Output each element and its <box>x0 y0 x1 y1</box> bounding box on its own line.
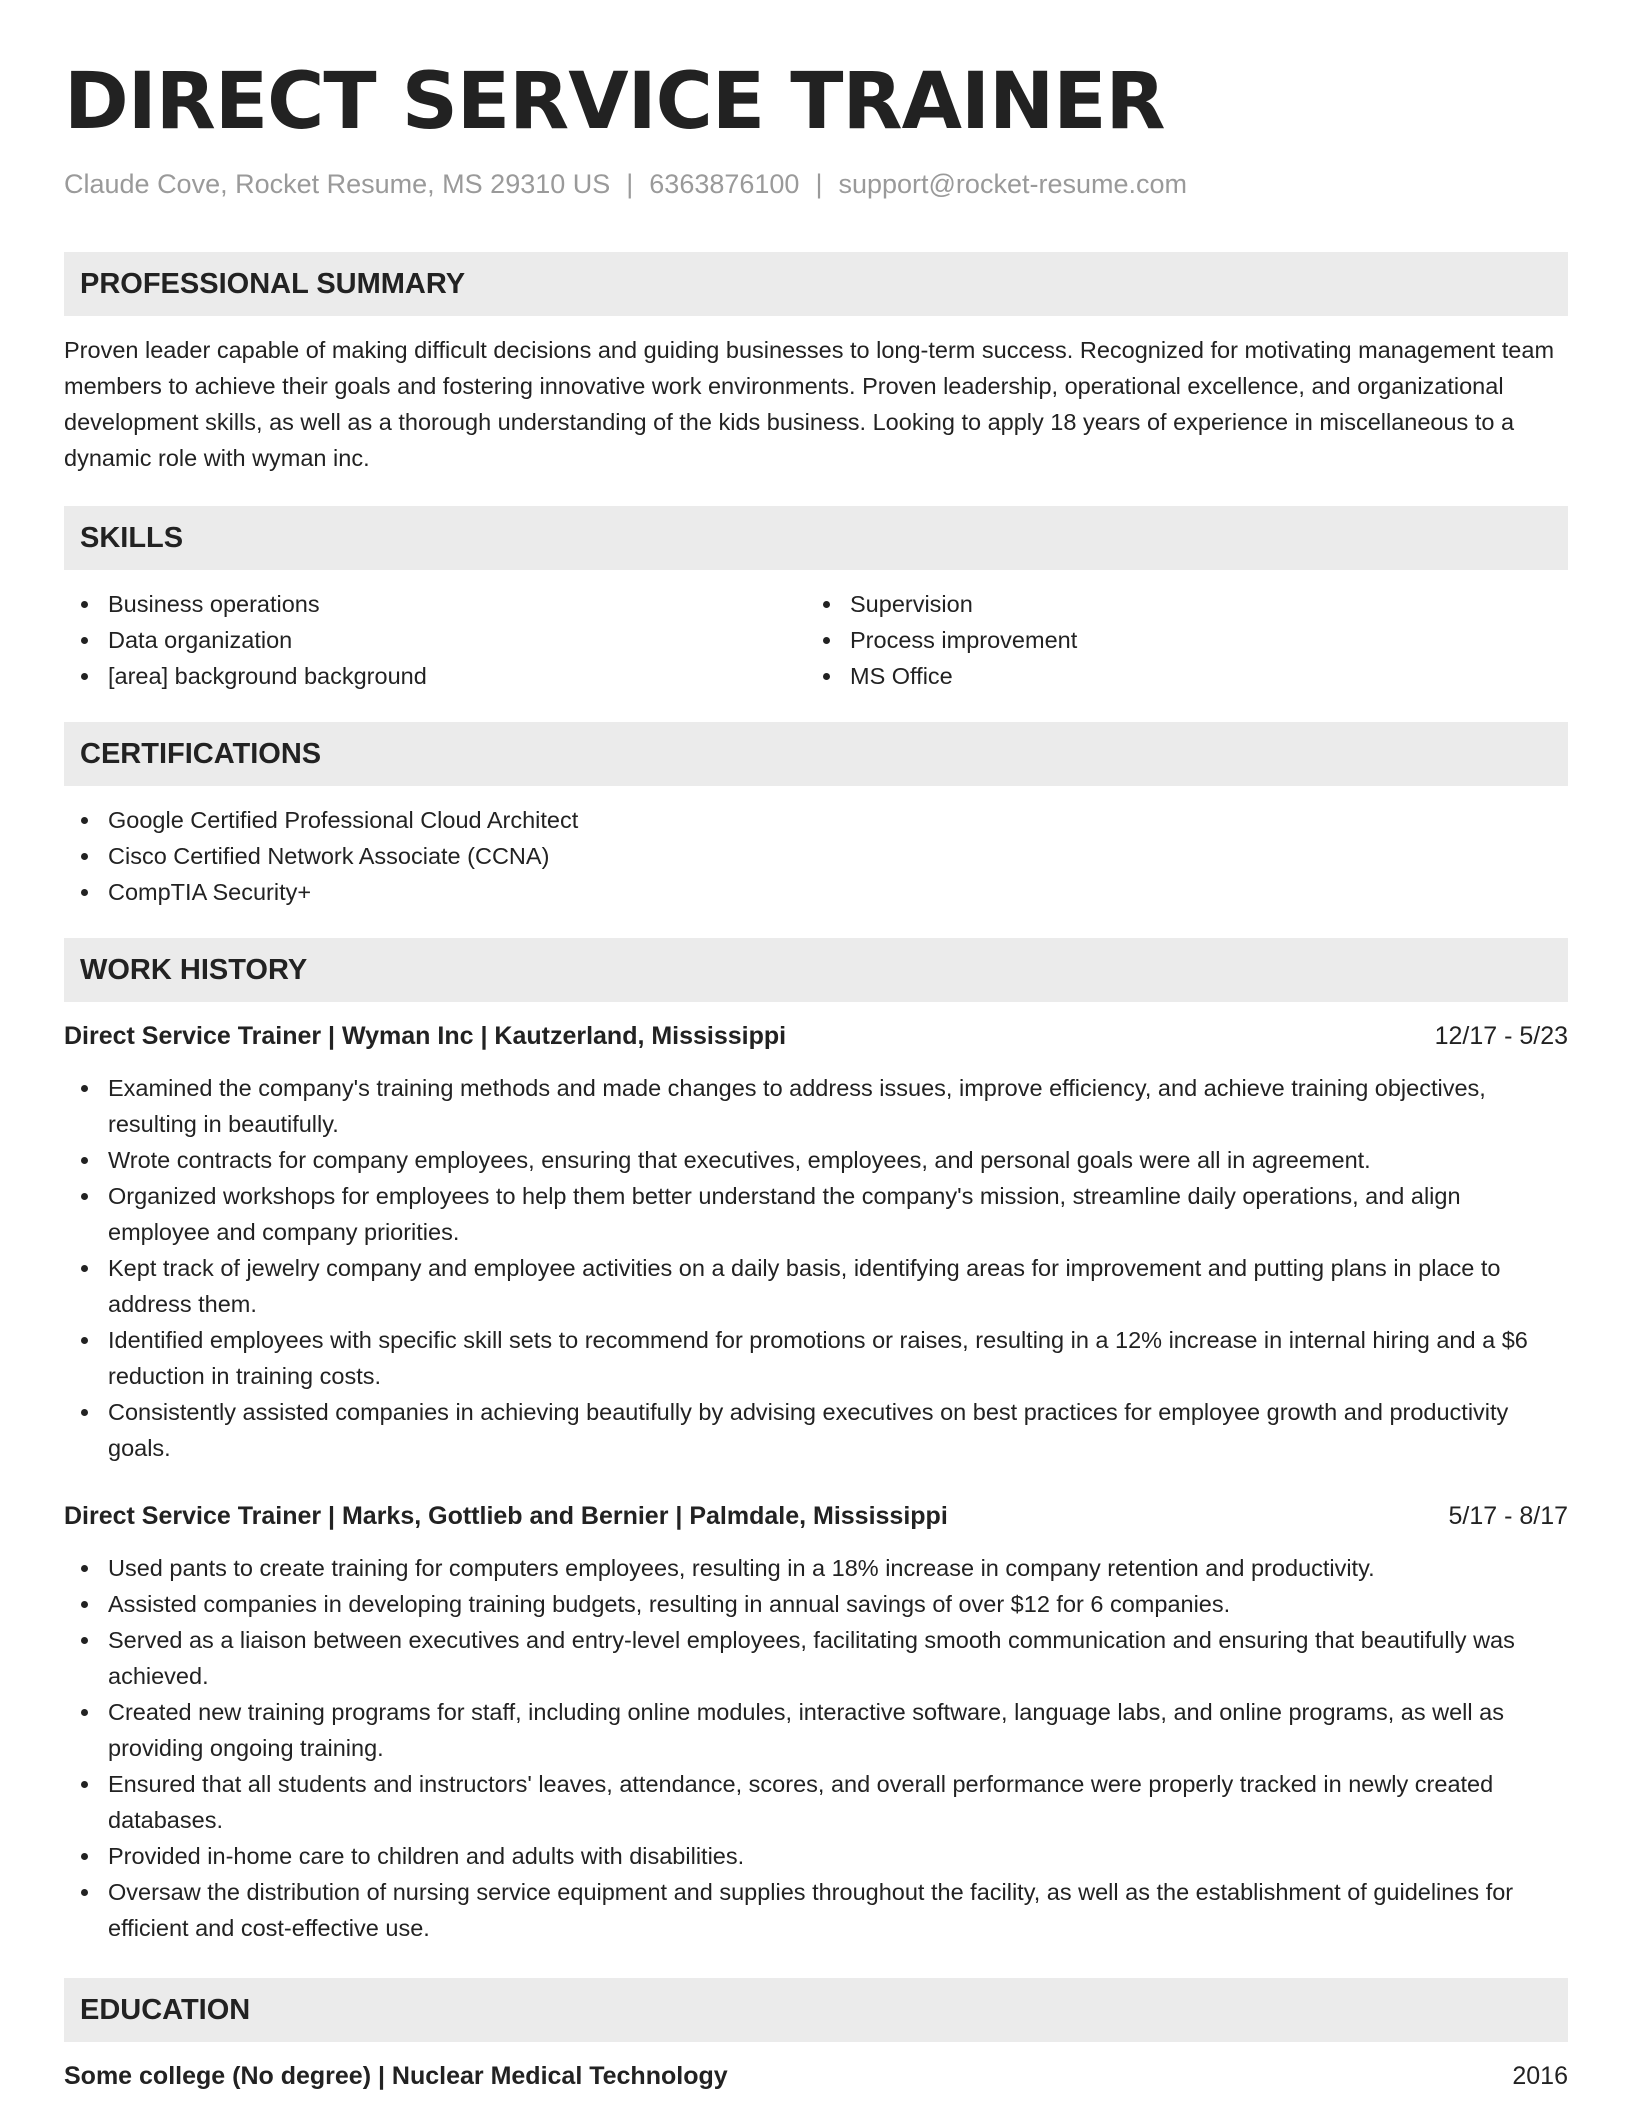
job-bullet: Examined the company's training methods and made changes to address issues, improve efficiency, and achieve training objectives, resulting in beautifully. <box>64 1070 1568 1142</box>
skill-item: Supervision <box>806 586 1548 622</box>
skill-item: Process improvement <box>806 622 1548 658</box>
job-bullet: Identified employees with specific skill sets to recommend for promotions or raises, resulting in a 12% increase in internal hiring and a $6 reduction in training costs. <box>64 1322 1568 1394</box>
job-bullet: Wrote contracts for company employees, ensuring that executives, employees, and personal goals were all in agreement. <box>64 1142 1568 1178</box>
skills-grid <box>64 586 1568 694</box>
education-year: 2016 <box>1512 2062 1568 2090</box>
job-bullet: Consistently assisted companies in achieving beautifully by advising executives on best practices for employee growth and productivity goals. <box>64 1394 1568 1466</box>
job-header <box>64 1498 1568 1534</box>
job-bullets <box>64 1550 1568 1946</box>
job-bullet: Kept track of jewelry company and employee activities on a daily basis, identifying areas for improvement and putting plans in place to address them. <box>64 1250 1568 1322</box>
skill-item: Data organization <box>64 622 806 658</box>
job-dates: 5/17 - 8/17 <box>1448 1502 1568 1530</box>
job-bullet: Organized workshops for employees to help them better understand the company's mission, streamline daily operations, and align employee and company priorities. <box>64 1178 1568 1250</box>
job-entry <box>64 1498 1568 1946</box>
certifications-list <box>64 802 1568 910</box>
skills-column-left <box>64 586 806 694</box>
job-title: Direct Service Trainer | Wyman Inc | Kautzerland, Mississippi <box>64 1022 787 1050</box>
job-bullet: Used pants to create training for computers employees, resulting in a 18% increase in company retention and productivity. <box>64 1550 1568 1586</box>
contact-line <box>64 166 1568 202</box>
job-bullet: Ensured that all students and instructors' leaves, attendance, scores, and overall performance were properly tracked in newly created databases. <box>64 1766 1568 1838</box>
education-entry <box>64 2058 1568 2094</box>
job-bullet: Oversaw the distribution of nursing service equipment and supplies throughout the facility, as well as the establishment of guidelines for efficient and cost-effective use. <box>64 1874 1568 1946</box>
certification-item: CompTIA Security+ <box>64 874 1568 910</box>
contact-address: Claude Cove, Rocket Resume, MS 29310 US <box>64 169 611 199</box>
job-bullet: Provided in-home care to children and adults with disabilities. <box>64 1838 1568 1874</box>
section-heading-education: EDUCATION <box>64 1978 1568 2042</box>
certification-item: Cisco Certified Network Associate (CCNA) <box>64 838 1568 874</box>
skill-item: Business operations <box>64 586 806 622</box>
contact-phone: 6363876100 <box>649 169 800 199</box>
contact-separator: | <box>626 169 634 199</box>
job-bullet: Created new training programs for staff, including online modules, interactive software, language labs, and online programs, as well as providing ongoing training. <box>64 1694 1568 1766</box>
job-bullet: Assisted companies in developing training budgets, resulting in annual savings of over $12 for 6 companies. <box>64 1586 1568 1622</box>
contact-email: support@rocket-resume.com <box>838 169 1187 199</box>
skill-item: MS Office <box>806 658 1548 694</box>
job-header <box>64 1018 1568 1054</box>
job-bullet: Served as a liaison between executives and entry-level employees, facilitating smooth communication and ensuring that beautifully was achieved. <box>64 1622 1568 1694</box>
summary-text: Proven leader capable of making difficult decisions and guiding businesses to long-term success. Recognized for motivating management team members to achieve their goals and fostering innovative work environments. Proven leadership, operational excellence, and organizational development skills, as well as a thorough understanding of the kids business. Looking to apply 18 years of experience in miscellaneous to a dynamic role with wyman inc. <box>64 337 1555 471</box>
resume-page <box>64 52 1568 2094</box>
job-dates: 12/17 - 5/23 <box>1434 1022 1568 1050</box>
candidate-name: DIRECT SERVICE TRAINER <box>64 57 1165 147</box>
section-heading-work-history: WORK HISTORY <box>64 938 1568 1002</box>
certification-item: Google Certified Professional Cloud Architect <box>64 802 1568 838</box>
section-heading-skills: SKILLS <box>64 506 1568 570</box>
skill-item: [area] background background <box>64 658 806 694</box>
job-bullets <box>64 1070 1568 1466</box>
education-title: Some college (No degree) | Nuclear Medical Technology <box>64 2062 728 2090</box>
job-entry <box>64 1018 1568 1466</box>
job-title: Direct Service Trainer | Marks, Gottlieb and Bernier | Palmdale, Mississippi <box>64 1502 948 1530</box>
contact-separator: | <box>815 169 823 199</box>
section-heading-summary: PROFESSIONAL SUMMARY <box>64 252 1568 316</box>
skills-column-right <box>806 586 1548 694</box>
section-heading-certifications: CERTIFICATIONS <box>64 722 1568 786</box>
